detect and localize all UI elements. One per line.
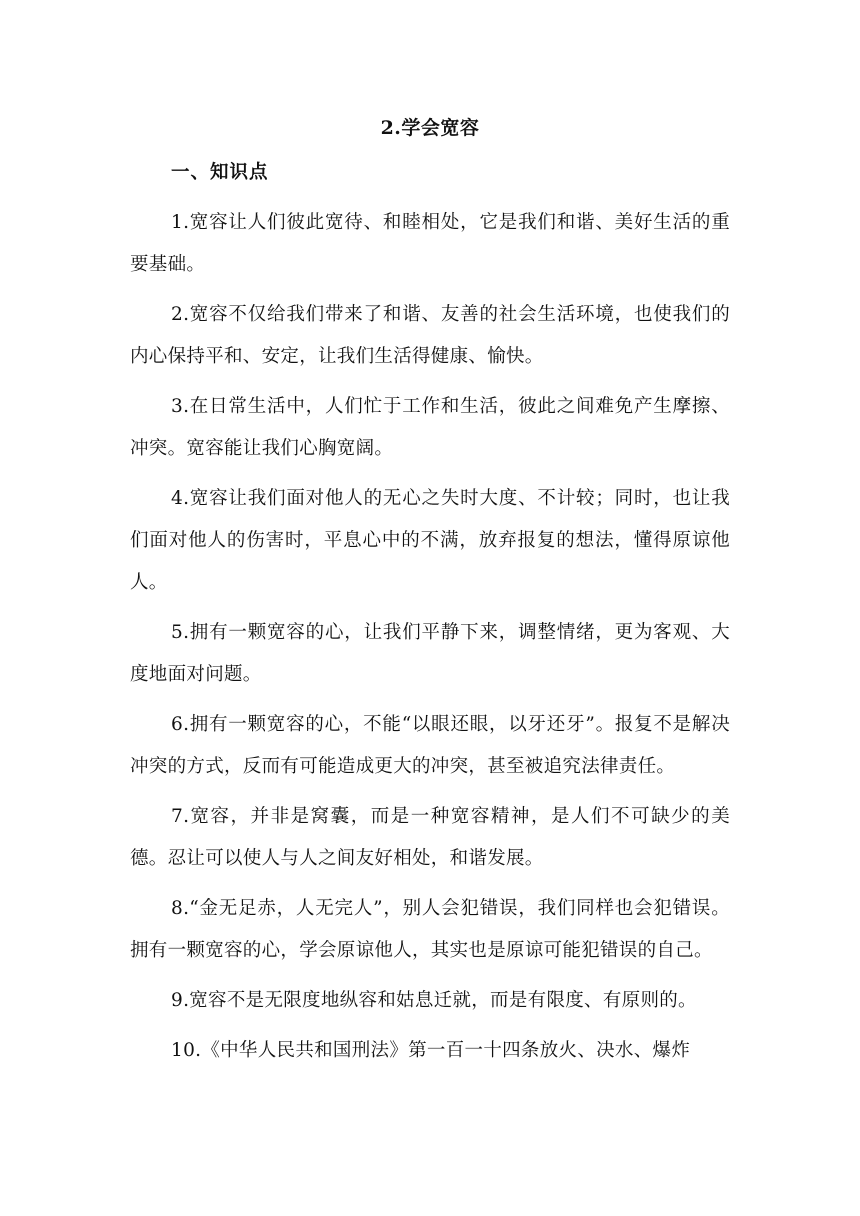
paragraph-6: 6.拥有一颗宽容的心，不能“以眼还眼，以牙还牙”。报复不是解决冲突的方式，反而有可能造成更大的冲突，甚至被追究法律责任。 [130,714,730,777]
paragraph-10: 10.《中华人民共和国刑法》第一百一十四条放火、决水、爆炸 [171,1040,691,1061]
section-heading: 一、知识点 [171,162,269,183]
document-body [130,202,730,1080]
paragraph-1: 1.宽容让人们彼此宽待、和睦相处，它是我们和谐、美好生活的重要基础。 [130,212,730,275]
paragraph-8: 8.“金无足赤，人无完人”，别人会犯错误，我们同样也会犯错误。拥有一颗宽容的心，学会原谅他人，其实也是原谅可能犯错误的自己。 [130,898,730,961]
paragraph-9: 9.宽容不是无限度地纵容和姑息迁就，而是有限度、有原则的。 [171,990,697,1011]
paragraph-4: 4.宽容让我们面对他人的无心之失时大度、不计较；同时，也让我们面对他人的伤害时，平息心中的不满，放弃报复的想法，懂得原谅他人。 [130,488,730,593]
page-title: 2.学会宽容 [380,117,480,139]
paragraph-2: 2.宽容不仅给我们带来了和谐、友善的社会生活环境，也使我们的内心保持平和、安定，让我们生活得健康、愉快。 [130,304,730,367]
paragraph-5: 5.拥有一颗宽容的心，让我们平静下来，调整情绪，更为客观、大度地面对问题。 [130,622,730,685]
paragraph-3: 3.在日常生活中，人们忙于工作和生活，彼此之间难免产生摩擦、冲突。宽容能让我们心胸宽阔。 [130,396,730,459]
paragraph-7: 7.宽容，并非是窝囊，而是一种宽容精神，是人们不可缺少的美德。忍让可以使人与人之间友好相处，和谐发展。 [130,806,730,869]
